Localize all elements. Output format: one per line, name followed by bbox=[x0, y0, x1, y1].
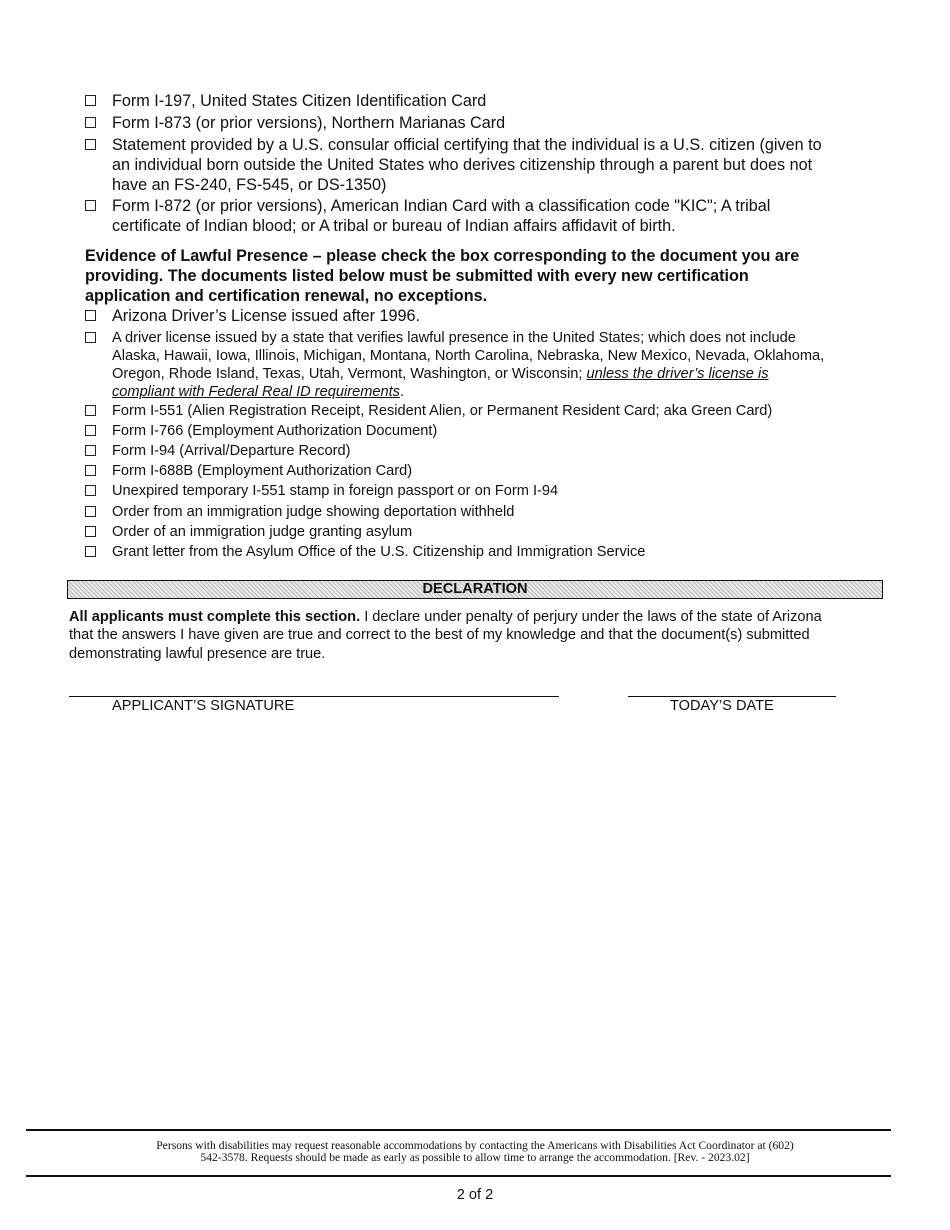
signature-label: APPLICANT’S SIGNATURE bbox=[112, 698, 295, 714]
date-line[interactable] bbox=[628, 696, 836, 697]
checkbox[interactable] bbox=[85, 465, 96, 476]
lawful-option-i551-stamp[interactable] bbox=[85, 482, 875, 500]
declaration-header: DECLARATION bbox=[67, 580, 883, 599]
lawful-option-asylum-grant-letter[interactable] bbox=[85, 543, 875, 561]
option-label: Order from an immigration judge showing deportation withheld bbox=[112, 504, 515, 520]
option-label: Order of an immigration judge granting asylum bbox=[112, 524, 413, 540]
checkbox[interactable] bbox=[85, 425, 96, 436]
lawful-option-i766[interactable] bbox=[85, 422, 875, 440]
checkbox[interactable] bbox=[85, 332, 96, 343]
option-label: Form I-94 (Arrival/Departure Record) bbox=[112, 443, 351, 459]
checkbox[interactable] bbox=[85, 200, 96, 211]
lawful-option-deportation-withheld[interactable] bbox=[85, 503, 875, 521]
checkbox[interactable] bbox=[85, 405, 96, 416]
lawful-option-i551[interactable] bbox=[85, 402, 875, 420]
citizenship-option-i873[interactable] bbox=[85, 113, 875, 133]
option-label: Unexpired temporary I-551 stamp in foreign passport or on Form I-94 bbox=[112, 483, 559, 499]
checkbox[interactable] bbox=[85, 139, 96, 150]
option-label: Form I-197, United States Citizen Identification Card bbox=[112, 92, 487, 110]
option-label bbox=[112, 329, 875, 401]
checkbox[interactable] bbox=[85, 95, 96, 106]
footer-rule-bottom bbox=[26, 1175, 891, 1177]
lawful-presence-heading: Evidence of Lawful Presence – please check the box corresponding to the document you are providing. The documents listed below must be submitted with every new certification application and certification renewal, no exceptions. bbox=[85, 247, 800, 305]
date-label: TODAY’S DATE bbox=[670, 698, 774, 714]
footer-rule-top bbox=[26, 1129, 891, 1131]
citizenship-option-i197[interactable] bbox=[85, 91, 875, 111]
checkbox[interactable] bbox=[85, 485, 96, 496]
option-label: Form I-872 (or prior versions), American Indian Card with a classification code "KIC"; A tribal certificate of Indian blood; or A tribal or bureau of Indian affairs affidavit of birth. bbox=[112, 197, 771, 235]
option-label-main: A driver license issued by a state that verifies lawful presence in the United States; which does not include Alaska, Hawaii, Iowa, Illinois, Michigan, Montana, North Carolina, Nebraska, New Mexico, Nevada, Oklahoma, Oregon, Rhode Island, Texas, Utah, Vermont, Washington, or Wisconsin; bbox=[112, 330, 825, 382]
option-label: Form I-688B (Employment Authorization Card) bbox=[112, 463, 413, 479]
citizenship-option-i872[interactable] bbox=[85, 196, 875, 236]
page-number: 2 of 2 bbox=[456, 1187, 494, 1203]
option-label-end: . bbox=[399, 384, 405, 400]
accommodation-notice: Persons with disabilities may request reasonable accommodations by contacting the Americans with Disabilities Act Coordinator at (602) 542-3578. Requests should be made as early as possible to allow time to arrange the accommodation. [Rev. - 2023.02] bbox=[156, 1139, 794, 1165]
option-label: Arizona Driver’s License issued after 1996. bbox=[112, 307, 421, 325]
option-label: Grant letter from the Asylum Office of the U.S. Citizenship and Immigration Service bbox=[112, 544, 646, 560]
lawful-option-state-license[interactable] bbox=[85, 329, 875, 401]
checkbox[interactable] bbox=[85, 506, 96, 517]
declaration-text bbox=[69, 608, 884, 663]
declaration-body: I declare under penalty of perjury under the laws of the state of Arizona that the answers I have given are true and correct to the best of my knowledge and that the document(s) submitted demonstrating lawful presence are true. bbox=[69, 609, 822, 662]
lawful-option-asylum-order[interactable] bbox=[85, 523, 875, 541]
signature-line[interactable] bbox=[69, 696, 559, 697]
declaration-lead: All applicants must complete this section. bbox=[69, 609, 361, 625]
citizenship-option-consular-statement[interactable] bbox=[85, 135, 875, 195]
checkbox[interactable] bbox=[85, 546, 96, 557]
checkbox[interactable] bbox=[85, 310, 96, 321]
real-id-exception: unless the driver’s license is compliant with Federal Real ID requirements bbox=[112, 366, 769, 400]
option-label: Form I-551 (Alien Registration Receipt, Resident Alien, or Permanent Resident Card; aka Green Card) bbox=[112, 403, 773, 419]
checkbox[interactable] bbox=[85, 445, 96, 456]
lawful-option-i688b[interactable] bbox=[85, 462, 875, 480]
lawful-option-i94[interactable] bbox=[85, 442, 875, 460]
option-label: Statement provided by a U.S. consular official certifying that the individual is a U.S. citizen (given to an individual born outside the United States who derives citizenship through a parent but does not have an FS-240, FS-545, or DS-1350) bbox=[112, 136, 822, 194]
option-label: Form I-766 (Employment Authorization Document) bbox=[112, 423, 438, 439]
checkbox[interactable] bbox=[85, 526, 96, 537]
lawful-option-az-license[interactable] bbox=[85, 306, 875, 326]
option-label: Form I-873 (or prior versions), Northern Marianas Card bbox=[112, 114, 506, 132]
checkbox[interactable] bbox=[85, 117, 96, 128]
